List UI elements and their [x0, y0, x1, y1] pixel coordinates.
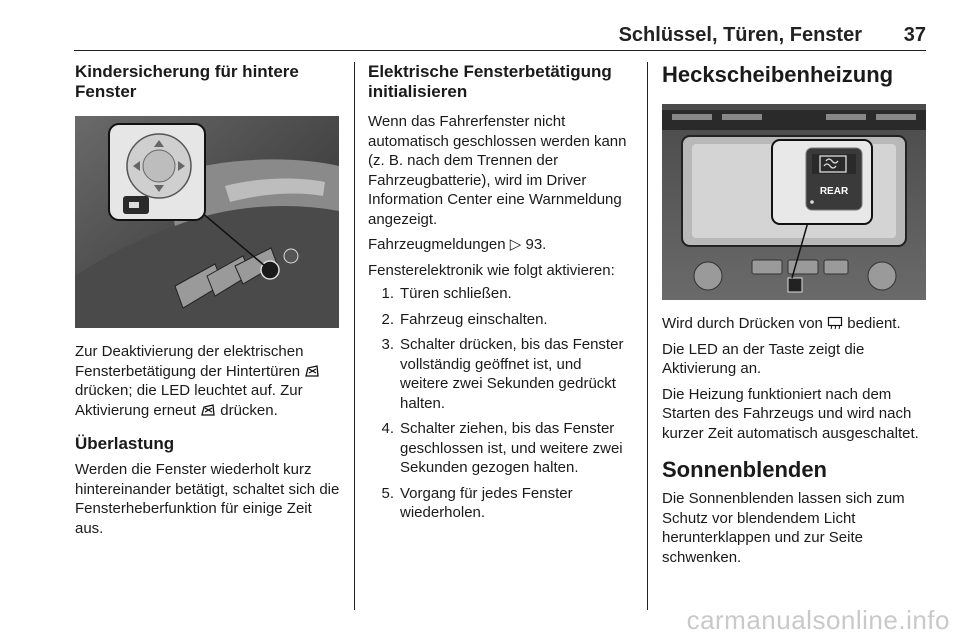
dashboard-figure: [662, 104, 926, 300]
column-rear-defrost: [662, 62, 928, 567]
rear-window-heating-icon: [827, 316, 843, 330]
column-divider: [354, 62, 355, 610]
section-heading-child-lock: Kindersicherung für hintere Fenster: [75, 62, 299, 101]
watermark: carmanualsonline.info: [686, 605, 950, 635]
rear-defrost-usage: Wird durch Drücken von bedient.: [662, 315, 901, 332]
rear-defrost-auto-off: Die Heizung funktioniert nach dem Starten des Fahrzeugs und wird nach kurzer Zeit automatisch ausgeschaltet.: [662, 385, 919, 442]
page-header: [74, 18, 926, 51]
section-heading-window-init: Elektrische Fensterbetätigung initialisieren: [368, 62, 612, 101]
rear-button-label: REAR: [819, 186, 849, 197]
child-lock-icon: [200, 403, 216, 417]
child-lock-paragraph: Zur Deaktivierung der elektrischen Fensterbetätigung der Hintertüren drücken; die LED leuchtet auf. Zur Aktivierung erneut drücken.: [75, 342, 341, 420]
section-heading-rear-defrost: Heckscheibenheizung: [662, 62, 894, 87]
list-item: 4. Schalter ziehen, bis das Fenster geschlossen ist, und weitere zwei Sekunden gezogen halten.: [381, 420, 623, 476]
list-item: 2. Fahrzeug einschalten.: [381, 310, 548, 328]
overload-paragraph: Werden die Fenster wiederholt kurz hintereinander betätigt, schaltet sich die Fensterheberfunktion für einige Zeit aus.: [75, 461, 340, 537]
child-lock-icon: [304, 364, 320, 378]
column-child-lock: [75, 62, 341, 538]
section-heading-overload: Überlastung: [75, 434, 175, 453]
window-init-paragraph: Wenn das Fahrerfenster nicht automatisch geschlossen werden kann (z. B. nach dem Trennen der Fahrzeugbatterie), wird im Driver Information Center eine Warnmeldung angezeigt.: [368, 113, 627, 228]
page-number: 37: [903, 24, 926, 46]
activation-steps: [368, 284, 634, 523]
rear-defrost-led: Die LED an der Taste zeigt die Aktivierung an.: [662, 340, 865, 377]
list-item: 1. Türen schließen.: [381, 285, 512, 302]
column-divider: [647, 62, 648, 610]
vehicle-messages-reference: Fahrzeugmeldungen ▷ 93.: [368, 236, 547, 253]
column-window-init: [368, 62, 634, 529]
list-item: 5. Vorgang für jedes Fenster wiederholen.: [381, 484, 573, 521]
section-heading-sun-visors: Sonnenblenden: [662, 457, 827, 482]
activation-intro: Fensterelektronik wie folgt aktivieren:: [368, 261, 615, 279]
door-panel-figure: [75, 116, 339, 328]
page-reference-icon: ▷: [509, 236, 522, 253]
list-item: 3. Schalter drücken, bis das Fenster vollständig geöffnet ist, und weitere zwei Sekunden gedrückt halten.: [381, 336, 624, 412]
page-title: Schlüssel, Türen, Fenster: [618, 24, 862, 46]
sun-visors-paragraph: Die Sonnenblenden lassen sich zum Schutz vor blendendem Licht herunterklappen und zur Seite schwenken.: [662, 490, 905, 566]
